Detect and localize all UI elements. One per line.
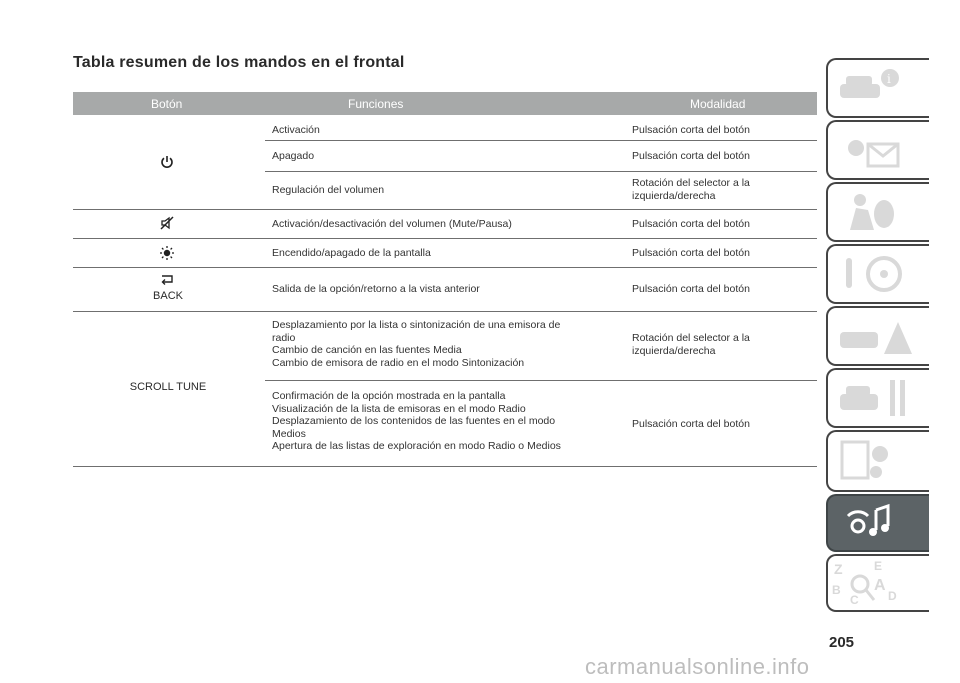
svg-text:B: B — [832, 583, 841, 597]
function-cell: Activación/desactivación del volumen (Mute/Pausa) — [272, 218, 512, 230]
tab-safety[interactable] — [826, 182, 929, 242]
power-icon — [160, 155, 174, 169]
function-cell: Salida de la opción/retorno a la vista anterior — [272, 283, 480, 295]
function-cell: Confirmación de la opción mostrada en la pantalla Visualización de la lista de emisoras en el modo Radio Desplazamiento de los contenidos de las fuentes en el modo Medios Apertura de las listas de exploración en modo Radio o Medios — [272, 390, 561, 452]
svg-text:i: i — [887, 72, 891, 86]
svg-text:Z: Z — [834, 561, 843, 577]
header-modalidad: Modalidad — [690, 97, 746, 111]
modality-cell: Pulsación corta del botón — [632, 218, 750, 230]
tab-maintenance[interactable] — [826, 368, 929, 428]
car-info-icon — [828, 60, 928, 116]
scroll-tune-label: SCROLL TUNE — [129, 381, 207, 393]
safety-icon — [828, 184, 928, 240]
function-cell: Apagado — [272, 150, 315, 162]
back-label: BACK — [153, 290, 183, 302]
svg-text:E: E — [874, 559, 883, 573]
technical-data-icon — [828, 432, 928, 490]
svg-text:A: A — [874, 577, 886, 594]
row-divider — [73, 267, 817, 268]
row-divider — [265, 171, 817, 172]
row-divider — [265, 380, 817, 381]
row-divider — [73, 209, 817, 210]
warning-lights-icon — [828, 122, 928, 178]
page-title: Tabla resumen de los mandos en el frontal — [73, 54, 405, 71]
svg-text:C: C — [850, 593, 859, 607]
table-header — [73, 92, 817, 115]
emergency-icon — [828, 308, 928, 364]
tab-technical-data[interactable] — [826, 430, 929, 492]
header-funciones: Funciones — [348, 97, 404, 111]
row-divider — [73, 238, 817, 239]
row-divider — [73, 466, 817, 467]
page-number: 205 — [829, 634, 855, 651]
modality-cell: Pulsación corta del botón — [632, 247, 750, 259]
tab-starting-driving[interactable] — [826, 244, 929, 304]
modality-cell: Rotación del selector a la izquierda/derecha — [632, 177, 750, 202]
modality-cell: Rotación del selector a la izquierda/derecha — [632, 332, 750, 357]
index-icon — [828, 556, 928, 610]
tab-car-info[interactable] — [826, 58, 929, 118]
function-cell: Activación — [272, 124, 320, 136]
multimedia-icon — [828, 496, 928, 550]
function-cell: Desplazamiento por la lista o sintonización de una emisora de radio Cambio de canción en las fuentes Media Cambio de emisora de radio en el modo Sintonización — [272, 319, 561, 369]
row-divider — [73, 311, 817, 312]
function-cell: Encendido/apagado de la pantalla — [272, 247, 431, 259]
modality-cell: Pulsación corta del botón — [632, 150, 750, 162]
back-arrow-icon — [160, 274, 174, 286]
modality-cell: Pulsación corta del botón — [632, 418, 750, 430]
modality-cell: Pulsación corta del botón — [632, 283, 750, 295]
modality-cell: Pulsación corta del botón — [632, 124, 750, 136]
row-divider — [265, 140, 817, 141]
mute-icon — [159, 215, 175, 231]
tab-index[interactable] — [826, 554, 929, 612]
tab-multimedia[interactable] — [826, 494, 929, 552]
starting-driving-icon — [828, 246, 928, 302]
function-cell: Regulación del volumen — [272, 184, 385, 196]
tab-emergency[interactable] — [826, 306, 929, 366]
tab-warning-lights[interactable] — [826, 120, 929, 180]
svg-text:D: D — [888, 589, 897, 603]
brightness-icon — [159, 245, 175, 261]
header-boton: Botón — [151, 97, 183, 111]
maintenance-icon — [828, 370, 928, 426]
watermark: carmanualsonline.info — [585, 654, 810, 679]
